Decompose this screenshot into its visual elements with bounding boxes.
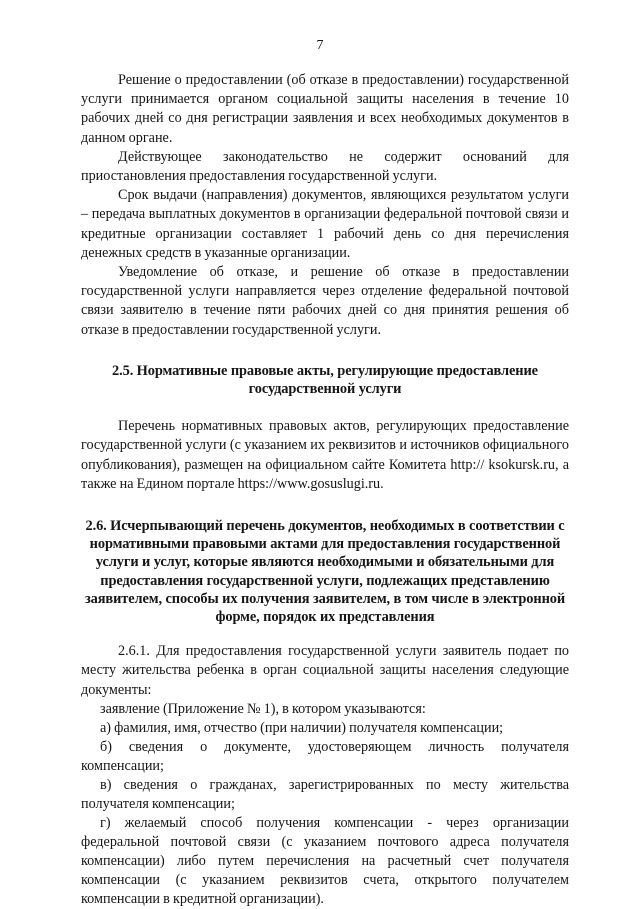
document-body	[81, 71, 569, 909]
paragraph-documents-list: 2.6.1. Для предоставления государственной услуги заявитель подает по месту жительства ребенка в орган социальной защиты населения следующие документы:	[81, 643, 569, 698]
paragraph-no-suspension: Действующее законодательство не содержит оснований для приостановления предоставления государственной услуги.	[81, 148, 569, 185]
paragraph-issue-term: Срок выдачи (направления) документов, являющихся результатом услуги – передача выплатных документов в организации федеральной почтовой связи и кредитные организации составляет 1 рабочий день со дня перечисления денежных средств в указанные организации.	[81, 187, 569, 261]
section-heading-2-6: 2.6. Исчерпывающий перечень документов, необходимых в соответствии с нормативными правовыми актами для предоставления государственной услуги и услуг, которые являются необходимыми и обязательными для предоставления государственной услуги, подлежащих представлению заявителем, способы их получения заявителем, в том числе в электронной форме, порядок их представления	[84, 518, 566, 626]
page-number: 7	[316, 38, 324, 53]
paragraph-refusal-notice: Уведомление об отказе, и решение об отказе в предоставлении государственной услуги направляется через отделение федеральной почтовой связи заявителю в течение пяти рабочих дней со дня принятия решения об отказе в предоставлении государственной услуги.	[81, 264, 569, 338]
paragraph-legal-acts: Перечень нормативных правовых актов, регулирующих предоставление государственной услуги (с указанием их реквизитов и источников официального опубликования), размещен на официальном сайте Комитета http:// ksokursk.ru, а также на Едином портале https://www.gosuslugi.ru.	[81, 418, 569, 492]
list-item-application: заявление (Приложение № 1), в котором указываются:	[100, 700, 426, 717]
list-item-g: г) желаемый способ получения компенсации - через организации федеральной почтовой связи (с указанием почтового адреса получателя компенсации) либо путем перечисления на расчетный счет получателя компенсации (с указанием реквизитов счета, открытого получателем компенсации в кредитной организации).	[81, 814, 569, 907]
list-item-b: б) сведения о документе, удостоверяющем личность получателя компенсации;	[81, 738, 569, 774]
list-item-a: а) фамилия, имя, отчество (при наличии) получателя компенсации;	[100, 719, 504, 736]
list-item-v: в) сведения о гражданах, зарегистрированных по месту жительства получателя компенсации;	[81, 776, 569, 812]
section-heading-2-5: 2.5. Нормативные правовые акты, регулирующие предоставление государственной услуги	[112, 362, 538, 398]
paragraph-decision-term: Решение о предоставлении (об отказе в предоставлении) государственной услуги принимается органом социальной защиты населения в течение 10 рабочих дней со дня регистрации заявления и всех необходимых документов в данном органе.	[81, 72, 569, 146]
